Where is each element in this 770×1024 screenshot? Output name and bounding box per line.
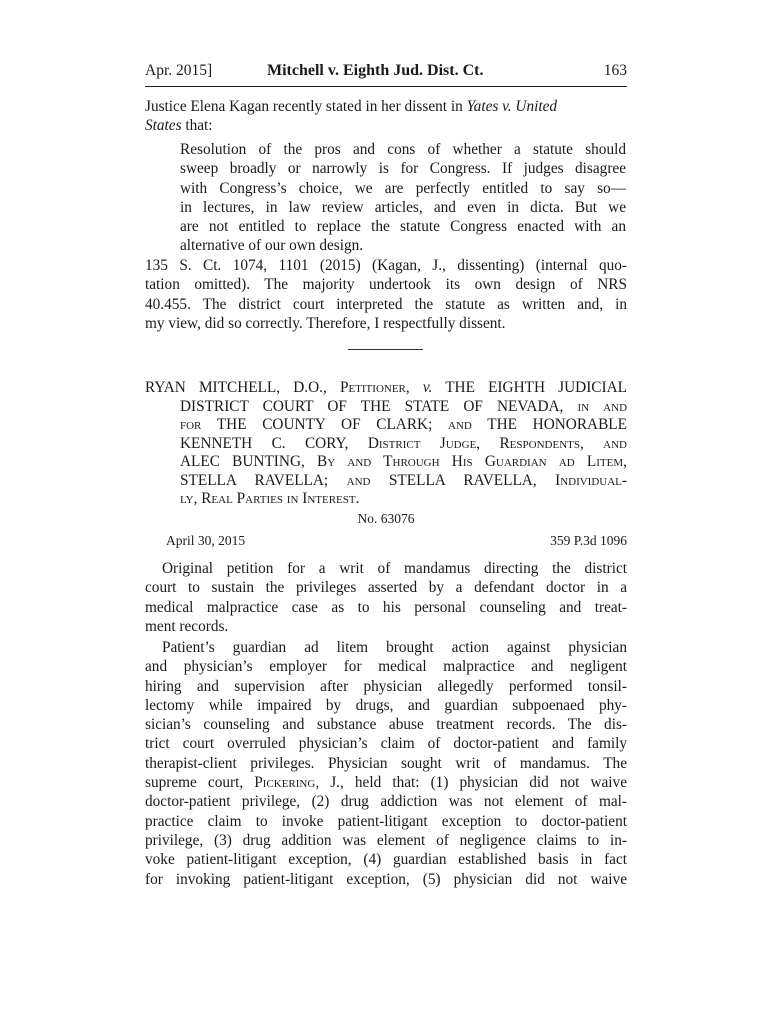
quote-line: in lectures, in law review articles, and even in dicta. But we: [180, 198, 626, 216]
summary-paragraph: Original petition for a writ of mandamus directing the district court to sustain the privileges asserted by a defendant doctor in a medical malpractice case as to his personal counseling and treat- ment records.: [145, 560, 627, 635]
quote-line: alternative of our own design.: [180, 237, 364, 255]
reporter-citation: 359 P.3d 1096: [550, 533, 627, 548]
section-divider: [348, 349, 423, 350]
block-quote: [180, 140, 626, 256]
syllabus-paragraph: Patient’s guardian ad litem brought action against physician and physician’s employer for medical malpractice and negligent hiring and supervision after physician allegedly performed tonsil- lectomy while impaired by drugs, and guardian subpoenaed phy- sician’s counseling and substance abuse treatment records. The dis- trict court overruled physician’s claim of doctor-patient and family therapist-client privileges. Physician sought writ of mandamus. The supreme court, Pickering, J., held that: (1) physician did not waive doctor-patient privilege, (2) drug addiction was not element of mal- practice claim to invoke patient-litigant exception to doctor-patient privilege, (3) drug addition was element of negligence claims to in- voke patient-litigant exception, (4) guardian established basis in fact for invoking patient-litigant exception, (5) physician did not waive: [145, 639, 627, 888]
header-date: Apr. 2015]: [145, 62, 213, 79]
running-header: [145, 60, 627, 87]
decision-date: April 30, 2015: [166, 533, 246, 548]
page-number: 163: [603, 62, 627, 79]
intro-paragraph: Justice Elena Kagan recently stated in her dissent in Yates v. United States that:: [145, 98, 558, 135]
case-caption: RYAN MITCHELL, D.O., Petitioner, v. THE EIGHTH JUDICIAL DISTRICT COURT OF THE STATE OF NEVADA, in and for THE COUNTY OF CLARK; and THE HONORABLE KENNETH C. CORY, District Judge, Respondents, and ALEC BUNTING, By and Through His Guardian ad Litem, STELLA RAVELLA; and STELLA RAVELLA, Individual- ly, Real Parties in Interest.: [145, 379, 628, 507]
quote-line: are not entitled to replace the statute Congress enacted with an: [180, 218, 626, 236]
header-case-title: Mitchell v. Eighth Jud. Dist. Ct.: [267, 62, 484, 79]
citation-paragraph: 135 S. Ct. 1074, 1101 (2015) (Kagan, J., dissenting) (internal quo- tation omitted). The majority undertook its own design of NRS 40.455. The district court interpreted the statute as written and, in my view, did so correctly. Therefore, I respectfully dissent.: [145, 257, 627, 332]
quote-line: sweep broadly or narrowly is for Congress. If judges disagree: [180, 160, 626, 178]
quote-line: with Congress’s choice, we are perfectly entitled to say so—: [180, 179, 626, 197]
quote-line: Resolution of the pros and cons of whether a statute should: [180, 141, 626, 158]
docket-number: No. 63076: [357, 511, 415, 526]
